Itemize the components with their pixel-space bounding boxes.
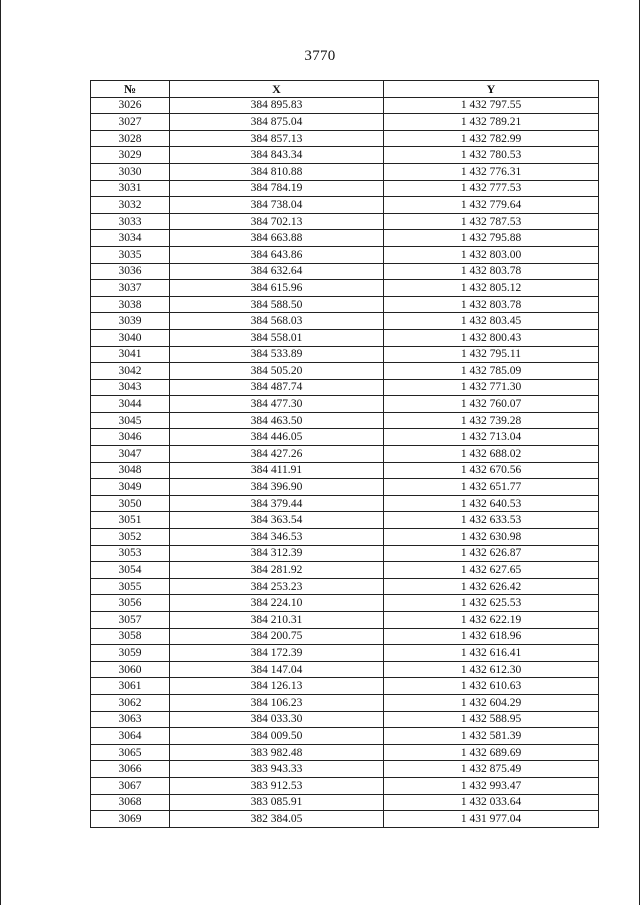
header-y: Y [384, 81, 599, 98]
point-number: 3043 [91, 379, 170, 396]
table-row [91, 794, 599, 811]
x-coordinate: 384 224.10 [170, 595, 384, 612]
point-number: 3041 [91, 346, 170, 363]
x-coordinate: 384 009.50 [170, 728, 384, 745]
y-coordinate: 1 432 787.53 [384, 213, 599, 230]
y-coordinate: 1 432 777.53 [384, 180, 599, 197]
point-number: 3052 [91, 529, 170, 546]
x-coordinate: 384 875.04 [170, 114, 384, 131]
table-row [91, 446, 599, 463]
y-coordinate: 1 432 779.64 [384, 197, 599, 214]
point-number: 3035 [91, 246, 170, 263]
x-coordinate: 384 857.13 [170, 130, 384, 147]
point-number: 3029 [91, 147, 170, 164]
header-x: X [170, 81, 384, 98]
y-coordinate: 1 432 689.69 [384, 744, 599, 761]
point-number: 3037 [91, 280, 170, 297]
table-row [91, 97, 599, 114]
table-row [91, 728, 599, 745]
y-coordinate: 1 432 771.30 [384, 379, 599, 396]
x-coordinate: 384 632.64 [170, 263, 384, 280]
x-coordinate: 382 384.05 [170, 811, 384, 828]
x-coordinate: 384 396.90 [170, 479, 384, 496]
point-number: 3067 [91, 777, 170, 794]
point-number: 3054 [91, 562, 170, 579]
point-number: 3063 [91, 711, 170, 728]
x-coordinate: 384 147.04 [170, 661, 384, 678]
y-coordinate: 1 432 780.53 [384, 147, 599, 164]
point-number: 3034 [91, 230, 170, 247]
x-coordinate: 384 533.89 [170, 346, 384, 363]
table-row [91, 230, 599, 247]
point-number: 3039 [91, 313, 170, 330]
table-row [91, 562, 599, 579]
table-row [91, 512, 599, 529]
x-coordinate: 384 200.75 [170, 628, 384, 645]
y-coordinate: 1 432 630.98 [384, 529, 599, 546]
x-coordinate: 384 411.91 [170, 462, 384, 479]
table-row [91, 313, 599, 330]
table-row [91, 495, 599, 512]
point-number: 3045 [91, 412, 170, 429]
y-coordinate: 1 432 612.30 [384, 661, 599, 678]
table-row [91, 529, 599, 546]
y-coordinate: 1 432 640.53 [384, 495, 599, 512]
point-number: 3044 [91, 396, 170, 413]
y-coordinate: 1 432 795.11 [384, 346, 599, 363]
table-row [91, 761, 599, 778]
y-coordinate: 1 432 604.29 [384, 694, 599, 711]
y-coordinate: 1 432 797.55 [384, 97, 599, 114]
point-number: 3065 [91, 744, 170, 761]
y-coordinate: 1 432 651.77 [384, 479, 599, 496]
y-coordinate: 1 432 588.95 [384, 711, 599, 728]
x-coordinate: 384 558.01 [170, 329, 384, 346]
x-coordinate: 384 463.50 [170, 412, 384, 429]
table-row [91, 545, 599, 562]
x-coordinate: 384 588.50 [170, 296, 384, 313]
y-coordinate: 1 432 625.53 [384, 595, 599, 612]
x-coordinate: 384 379.44 [170, 495, 384, 512]
y-coordinate: 1 432 760.07 [384, 396, 599, 413]
point-number: 3047 [91, 446, 170, 463]
table-row [91, 363, 599, 380]
table-row [91, 694, 599, 711]
x-coordinate: 384 895.83 [170, 97, 384, 114]
point-number: 3031 [91, 180, 170, 197]
y-coordinate: 1 432 776.31 [384, 163, 599, 180]
y-coordinate: 1 432 803.78 [384, 263, 599, 280]
y-coordinate: 1 432 626.42 [384, 578, 599, 595]
table-row [91, 346, 599, 363]
point-number: 3056 [91, 595, 170, 612]
x-coordinate: 384 505.20 [170, 363, 384, 380]
y-coordinate: 1 432 805.12 [384, 280, 599, 297]
table-row [91, 661, 599, 678]
point-number: 3062 [91, 694, 170, 711]
x-coordinate: 384 477.30 [170, 396, 384, 413]
x-coordinate: 384 702.13 [170, 213, 384, 230]
y-coordinate: 1 432 795.88 [384, 230, 599, 247]
point-number: 3055 [91, 578, 170, 595]
x-coordinate: 384 843.34 [170, 147, 384, 164]
x-coordinate: 384 487.74 [170, 379, 384, 396]
y-coordinate: 1 432 800.43 [384, 329, 599, 346]
header-number: № [91, 81, 170, 98]
point-number: 3057 [91, 612, 170, 629]
point-number: 3042 [91, 363, 170, 380]
y-coordinate: 1 432 033.64 [384, 794, 599, 811]
x-coordinate: 384 126.13 [170, 678, 384, 695]
y-coordinate: 1 432 626.87 [384, 545, 599, 562]
table-row [91, 612, 599, 629]
point-number: 3066 [91, 761, 170, 778]
point-number: 3061 [91, 678, 170, 695]
table-row [91, 678, 599, 695]
table-row [91, 711, 599, 728]
point-number: 3059 [91, 645, 170, 662]
x-coordinate: 384 810.88 [170, 163, 384, 180]
point-number: 3060 [91, 661, 170, 678]
x-coordinate: 384 784.19 [170, 180, 384, 197]
table-row [91, 329, 599, 346]
point-number: 3030 [91, 163, 170, 180]
table-row [91, 777, 599, 794]
table-row [91, 811, 599, 828]
x-coordinate: 384 568.03 [170, 313, 384, 330]
x-coordinate: 383 912.53 [170, 777, 384, 794]
x-coordinate: 384 253.23 [170, 578, 384, 595]
point-number: 3032 [91, 197, 170, 214]
table-row [91, 280, 599, 297]
y-coordinate: 1 432 713.04 [384, 429, 599, 446]
y-coordinate: 1 432 875.49 [384, 761, 599, 778]
point-number: 3051 [91, 512, 170, 529]
y-coordinate: 1 432 610.63 [384, 678, 599, 695]
y-coordinate: 1 432 789.21 [384, 114, 599, 131]
table-row [91, 744, 599, 761]
x-coordinate: 384 427.26 [170, 446, 384, 463]
y-coordinate: 1 432 803.45 [384, 313, 599, 330]
y-coordinate: 1 432 622.19 [384, 612, 599, 629]
y-coordinate: 1 432 616.41 [384, 645, 599, 662]
point-number: 3036 [91, 263, 170, 280]
page-number: 3770 [304, 48, 336, 64]
y-coordinate: 1 431 977.04 [384, 811, 599, 828]
x-coordinate: 383 085.91 [170, 794, 384, 811]
x-coordinate: 384 033.30 [170, 711, 384, 728]
table-row [91, 263, 599, 280]
table-row [91, 296, 599, 313]
table-row [91, 578, 599, 595]
point-number: 3048 [91, 462, 170, 479]
table-body [91, 97, 599, 827]
point-number: 3038 [91, 296, 170, 313]
point-number: 3049 [91, 479, 170, 496]
y-coordinate: 1 432 803.00 [384, 246, 599, 263]
point-number: 3033 [91, 213, 170, 230]
table-row [91, 396, 599, 413]
y-coordinate: 1 432 581.39 [384, 728, 599, 745]
table-row [91, 213, 599, 230]
point-number: 3028 [91, 130, 170, 147]
x-coordinate: 384 106.23 [170, 694, 384, 711]
point-number: 3046 [91, 429, 170, 446]
x-coordinate: 384 615.96 [170, 280, 384, 297]
y-coordinate: 1 432 688.02 [384, 446, 599, 463]
point-number: 3050 [91, 495, 170, 512]
y-coordinate: 1 432 803.78 [384, 296, 599, 313]
x-coordinate: 384 663.88 [170, 230, 384, 247]
table-row [91, 246, 599, 263]
table-row [91, 429, 599, 446]
y-coordinate: 1 432 782.99 [384, 130, 599, 147]
y-coordinate: 1 432 618.96 [384, 628, 599, 645]
x-coordinate: 384 172.39 [170, 645, 384, 662]
x-coordinate: 384 312.39 [170, 545, 384, 562]
x-coordinate: 384 643.86 [170, 246, 384, 263]
table-row [91, 645, 599, 662]
y-coordinate: 1 432 993.47 [384, 777, 599, 794]
table-row [91, 197, 599, 214]
table-row [91, 130, 599, 147]
point-number: 3058 [91, 628, 170, 645]
x-coordinate: 384 210.31 [170, 612, 384, 629]
table-row [91, 147, 599, 164]
header-row [91, 81, 599, 98]
y-coordinate: 1 432 670.56 [384, 462, 599, 479]
table-row [91, 462, 599, 479]
point-number: 3040 [91, 329, 170, 346]
x-coordinate: 384 346.53 [170, 529, 384, 546]
x-coordinate: 384 738.04 [170, 197, 384, 214]
table-row [91, 479, 599, 496]
y-coordinate: 1 432 739.28 [384, 412, 599, 429]
table-row [91, 163, 599, 180]
y-coordinate: 1 432 785.09 [384, 363, 599, 380]
coordinates-table [90, 80, 599, 828]
point-number: 3069 [91, 811, 170, 828]
table-header [91, 81, 599, 98]
x-coordinate: 384 446.05 [170, 429, 384, 446]
point-number: 3064 [91, 728, 170, 745]
table-row [91, 114, 599, 131]
table-row [91, 180, 599, 197]
y-coordinate: 1 432 627.65 [384, 562, 599, 579]
x-coordinate: 384 281.92 [170, 562, 384, 579]
table-row [91, 379, 599, 396]
point-number: 3026 [91, 97, 170, 114]
x-coordinate: 383 982.48 [170, 744, 384, 761]
table-row [91, 595, 599, 612]
point-number: 3027 [91, 114, 170, 131]
table-row [91, 412, 599, 429]
point-number: 3053 [91, 545, 170, 562]
point-number: 3068 [91, 794, 170, 811]
table-row [91, 628, 599, 645]
x-coordinate: 383 943.33 [170, 761, 384, 778]
y-coordinate: 1 432 633.53 [384, 512, 599, 529]
x-coordinate: 384 363.54 [170, 512, 384, 529]
